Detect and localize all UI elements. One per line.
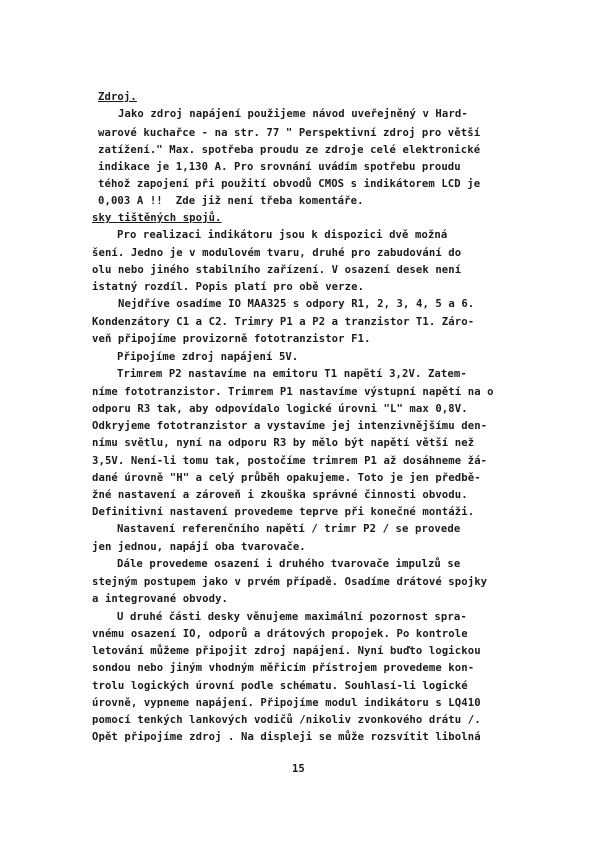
text-line: úrovně, vypneme napájení. Připojíme modul indikátoru s LQ410 bbox=[92, 697, 481, 709]
text-line: sondou nebo jiným vhodným měřicím přístrojem provedeme kon- bbox=[92, 662, 475, 674]
text-line: Nejdříve osadíme IO MAA325 s odpory R1, 2, 3, 4, 5 a 6. bbox=[118, 298, 475, 310]
page-number: 15 bbox=[292, 763, 305, 775]
text-line: olu nebo jiného stabilního zařízení. V osazení desek není bbox=[92, 264, 462, 276]
section-heading: sky tištěných spojů. bbox=[92, 212, 222, 224]
text-line: stejným postupem jako v prvém případě. Osadíme drátové spojky bbox=[92, 576, 488, 588]
text-line: Definitivní nastavení provedeme teprve při konečné montáži. bbox=[92, 506, 475, 518]
text-line: 3,5V. Není-li tomu tak, postočíme trimrem P1 až dosáhneme žá- bbox=[92, 455, 488, 467]
text-line: indikace je 1,130 A. Pro srovnání uvádím spotřebu proudu bbox=[98, 161, 461, 173]
text-line: nímu světlu, nyní na odporu R3 by mělo být napětí větší než bbox=[92, 437, 475, 449]
text-line: Pro realizaci indikátoru jsou k dispozici dvě možná bbox=[117, 229, 448, 241]
text-line: téhož zapojení při použití obvodů CMOS s indikátorem LCD je bbox=[98, 178, 481, 190]
text-line: Připojíme zdroj napájení 5V. bbox=[117, 351, 299, 363]
text-line: Opět připojíme zdroj . Na displeji se může rozsvítit libolná bbox=[92, 731, 481, 743]
text-line: níme fototranzistor. Trimrem P1 nastavíme výstupní napětí na o bbox=[92, 386, 494, 398]
text-line: warové kuchařce - na str. 77 " Perspektivní zdroj pro větší bbox=[98, 127, 481, 139]
text-line: U druhé části desky věnujeme maximální pozornost spra- bbox=[117, 611, 467, 623]
text-line: pomocí tenkých lankových vodičů /nikoliv zvonkového drátu /. bbox=[92, 714, 481, 726]
text-line: zatížení." Max. spotřeba proudu ze zdroje celé elektronické bbox=[98, 144, 481, 156]
text-line: šení. Jedno je v modulovém tvaru, druhé pro zabudování do bbox=[92, 247, 462, 259]
text-line: trolu logických úrovní podle schématu. Souhlasí-li logické bbox=[92, 680, 468, 692]
text-line: odporu R3 tak, aby odpovídalo logické úrovni "L" max 0,8V. bbox=[92, 403, 468, 415]
text-line: Trimrem P2 nastavíme na emitoru T1 napětí 3,2V. Zatem- bbox=[117, 368, 467, 380]
text-line: a integrované obvody. bbox=[92, 593, 229, 605]
text-line: veň připojíme provizorně fototranzistor F1. bbox=[92, 333, 371, 345]
text-line: vnému osazení IO, odporů a drátových propojek. Po kontrole bbox=[92, 628, 468, 640]
text-line: dané úrovně "H" a celý průběh opakujeme. Toto je jen předbě- bbox=[92, 472, 481, 484]
text-line: žné nastavení a zároveň i zkouška správné činnosti obvodu. bbox=[92, 489, 468, 501]
text-line: Odkryjeme fototranzistor a vystavíme jej intenzivnějšímu den- bbox=[92, 420, 488, 432]
text-line: letování můžeme připojit zdroj napájení. Nyní buďto logickou bbox=[92, 645, 481, 657]
text-line: Dále provedeme osazení i druhého tvarovače impulzů se bbox=[117, 558, 461, 570]
section-heading: Zdroj. bbox=[98, 91, 137, 103]
text-line: jen jednou, napájí oba tvarovače. bbox=[92, 541, 306, 553]
text-line: 0,003 A !! Zde již není třeba komentáře. bbox=[98, 195, 364, 207]
text-line: Jako zdroj napájení použijeme návod uveřejněný v Hard- bbox=[118, 108, 468, 120]
text-line: istatný rozdíl. Popis platí pro obě verze. bbox=[92, 281, 365, 293]
text-line: Kondenzátory C1 a C2. Trimry P1 a P2 a tranzistor T1. Záro- bbox=[92, 316, 475, 328]
text-line: Nastavení referenčního napětí / trimr P2 / se provede bbox=[117, 523, 461, 535]
